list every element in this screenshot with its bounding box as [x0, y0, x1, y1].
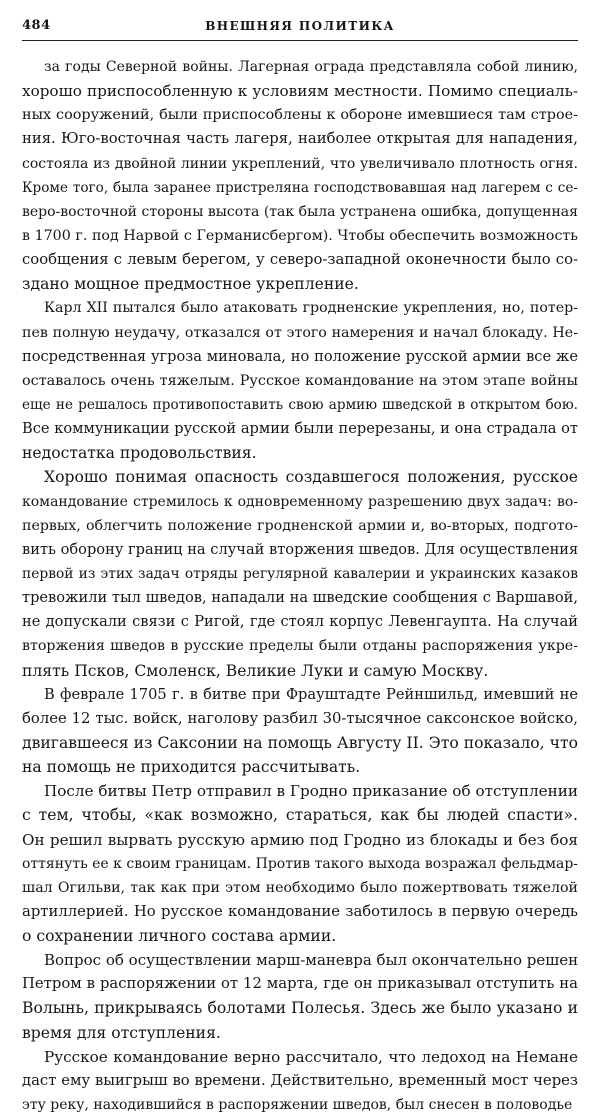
text-line: даст ему выигрыш во времени. Действительно, временный мост через — [22, 1071, 578, 1089]
paragraph — [22, 1045, 578, 1117]
paragraph — [22, 55, 578, 296]
text-line: ния. Юго-восточная часть лагеря, наиболее открытая для нападения, — [22, 130, 578, 148]
text-line: первой из этих задач отряды регулярной кавалерии и украинских казаков — [22, 565, 578, 582]
paragraph — [22, 683, 578, 780]
text-line: эту реку, находившийся в распоряжении шведов, был снесен в половодье — [22, 1097, 573, 1114]
text-line: Волынь, прикрываясь болотами Полесья. Здесь же было указано и — [22, 999, 578, 1018]
text-line: сообщения с левым берегом, у северо-западной оконечности было со- — [22, 251, 578, 269]
paragraph — [22, 465, 578, 682]
text-line: Русское командование верно рассчитало, что ледоход на Немане — [44, 1047, 578, 1066]
text-line: После битвы Петр отправил в Гродно приказание об отступлении — [44, 782, 578, 801]
paragraph — [22, 779, 578, 948]
text-line: плять Псков, Смоленск, Великие Луки и самую Москву. — [22, 661, 489, 680]
text-line: Хорошо понимая опасность создавшегося положения, русское — [44, 468, 578, 487]
text-line: тревожили тыл шведов, нападали на шведские сообщения с Варшавой, — [22, 589, 578, 607]
text-line: оттянуть ее к своим границам. Против такого выхода возражал фельдмар- — [22, 855, 578, 872]
text-line: состояла из двойной линии укреплений, что увеличивало плотность огня. — [22, 155, 578, 172]
text-line: более 12 тыс. войск, наголову разбил 30-тысячное саксонское войско, — [22, 709, 578, 727]
text-line: на помощь не приходится рассчитывать. — [22, 758, 361, 777]
text-line: недостатка продовольствия. — [22, 444, 257, 463]
header-rule — [22, 40, 578, 41]
text-line: вторжения шведов в русские пределы были отданы распоряжения укре- — [22, 638, 578, 655]
text-line: шал Огильви, так как при этом необходимо было пожертвовать тяжелой — [22, 879, 578, 896]
page-number: 484 — [22, 18, 51, 33]
running-head: ВНЕШНЯЯ ПОЛИТИКА — [205, 19, 395, 33]
text-line: не допускали связи с Ригой, где стоял корпус Левенгаупта. На случай — [22, 613, 578, 631]
text-line: ных сооружений, были приспособлены к обороне имевшиеся там строе- — [22, 107, 578, 124]
text-line: Кроме того, была заранее пристреляна господствовавшая над лагерем с се- — [22, 179, 578, 196]
text-line: Он решил вырвать русскую армию под Гродно из блокады и без боя — [22, 830, 578, 849]
text-line: еще не решалось противопоставить свою армию шведской в открытом бою. — [22, 396, 578, 413]
text-line: с тем, чтобы, «как возможно, стараться, как бы людей спасти». — [22, 806, 578, 825]
text-line: в 1700 г. под Нарвой с Германисбергом). Чтобы обеспечить возможность — [22, 227, 578, 244]
paragraph — [22, 948, 578, 1045]
paragraph — [22, 296, 578, 465]
text-line: В феврале 1705 г. в битве при Фрауштадте Рейншильд, имевший не — [44, 685, 578, 703]
text-line: хорошо приспособленную к условиям местности. Помимо специаль- — [22, 82, 578, 101]
body-text — [22, 55, 578, 1117]
text-line: двигавшееся из Саксонии на помощь Августу II. Это показало, что — [22, 733, 578, 752]
text-line: оставалось очень тяжелым. Русское командование на этом этапе войны — [22, 372, 578, 389]
text-line: пев полную неудачу, отказался от этого намерения и начал блокаду. Не- — [22, 324, 578, 341]
text-line: артиллерией. Но русское командование заботилось в первую очередь — [22, 902, 578, 920]
text-line: здано мощное предмостное укрепление. — [22, 275, 359, 294]
page-header — [22, 16, 578, 36]
text-line: Все коммуникации русской армии были перерезаны, и она страдала от — [22, 420, 578, 438]
text-line: за годы Северной войны. Лагерная ограда представляла собой линию, — [44, 59, 578, 75]
text-line: первых, облегчить положение гродненской армии и, во-вторых, подгото- — [22, 517, 578, 534]
text-line: Петром в распоряжении от 12 марта, где он приказывал отступить на — [22, 975, 578, 993]
text-line: Карл XII пытался было атаковать гродненские укрепления, но, потер- — [44, 300, 578, 317]
text-line: веро-восточной стороны высота (так была устранена ошибка, допущенная — [22, 203, 578, 220]
text-line: о сохранении личного состава армии. — [22, 927, 337, 946]
text-line: командование стремилось к одновременному разрешению двух задач: во- — [22, 493, 578, 510]
text-line: время для отступления. — [22, 1023, 221, 1042]
text-line: Вопрос об осуществлении марш-маневра был окончательно решен — [44, 951, 578, 970]
text-line: посредственная угроза миновала, но положение русской армии все же — [22, 347, 578, 365]
text-line: вить оборону границ на случай вторжения шведов. Для осуществления — [22, 540, 578, 558]
